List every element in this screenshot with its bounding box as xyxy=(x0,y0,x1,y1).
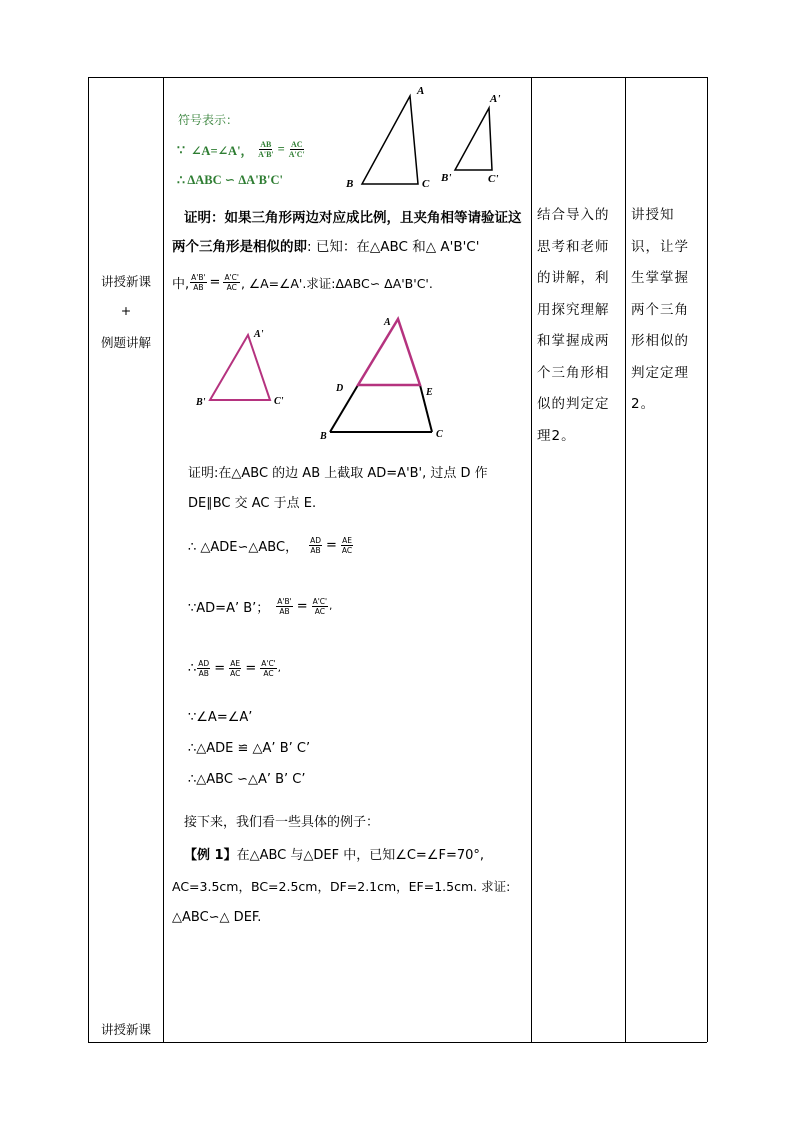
given-eq: = xyxy=(209,275,221,290)
proof-step-2 xyxy=(188,597,332,616)
ratio-a2c2-ac-den: AC xyxy=(314,607,325,616)
fig2-label-B: B xyxy=(320,431,327,442)
segment-db xyxy=(330,385,358,432)
triangle-ade-pink xyxy=(358,319,420,385)
ratio-ad-ab xyxy=(309,536,322,555)
equals-sign: = xyxy=(277,142,285,156)
triangle-abc xyxy=(362,96,418,184)
given-ratio-2-den: AC xyxy=(226,283,237,292)
ratio-ad-ab-num: AD xyxy=(310,536,321,545)
triangle-a2b2c2-pink xyxy=(210,335,270,400)
given-ratio-1-den: AB xyxy=(193,283,204,292)
ratio3-a2c2-ac-den: AC xyxy=(263,669,274,678)
ratio3-ae-ac xyxy=(229,659,241,678)
ratio-a2b2-ab-num: A'B' xyxy=(277,597,292,606)
ratio3-ad-ab-den: AB xyxy=(198,669,209,678)
ratio-ad-ab-den: AB xyxy=(310,546,321,555)
plus-sign: + xyxy=(120,303,132,318)
given-prefix: 中, xyxy=(172,277,190,292)
fig2-label-D: D xyxy=(336,383,344,394)
col4-intent-text: 讲授知识，让学生掌掌握两个三角形相似的判定定理2。 xyxy=(631,207,689,412)
step3-eq1: = xyxy=(214,661,226,676)
angle-condition xyxy=(177,140,307,159)
proof-given-line xyxy=(172,273,433,292)
proof-intro-bold: 证明：如果三角形两边对应成比例，且夹角相等请验证这两个三角形是相似的即 xyxy=(172,210,522,255)
fig2-label-C: C xyxy=(436,429,443,440)
table-left-border xyxy=(88,77,89,1042)
label-C-prime: C' xyxy=(488,173,499,185)
proof-intro xyxy=(172,204,528,262)
proof-step-2-suffix: , xyxy=(329,601,333,612)
section-title-teaching-bottom: 讲授新课 xyxy=(100,1022,151,1037)
col-divider-2 xyxy=(531,77,532,1042)
ratio-a2c2-ac-num: A'C' xyxy=(312,597,328,606)
ratio-ac-den: A'C' xyxy=(288,150,305,159)
ratio-ac-num: AC xyxy=(290,140,303,149)
fig2-label-E: E xyxy=(426,387,433,398)
label-A: A xyxy=(417,85,425,97)
given-ratio-2 xyxy=(223,273,240,292)
proof-step-construct-1: 证明:在△ABC 的边 AB 上截取 AD=A'B', 过点 D 作 xyxy=(188,466,488,481)
col-divider-3 xyxy=(625,77,626,1042)
col3-activity-text: 结合导入的思考和老师的讲解，利用探究理解和掌握成两个三角形相似的判定定理2。 xyxy=(537,207,610,444)
ratio-ab-den: A'B' xyxy=(258,150,274,159)
step1-eq: = xyxy=(325,538,337,553)
proof-step-3-text: ∴ xyxy=(188,661,197,676)
given-ratio-2-num: A'C' xyxy=(224,273,239,282)
ratio3-a2c2-ac xyxy=(260,659,277,678)
similarity-conclusion: ∴ ΔABC ∽ ΔA'B'C' xyxy=(177,173,283,187)
example-1-line-2: AC=3.5cm，BC=2.5cm，DF=2.1cm，EF=1.5cm. 求证: xyxy=(172,879,511,894)
col-divider-1 xyxy=(163,77,164,1042)
example-1-line-3: △ABC∽△ DEF. xyxy=(172,910,262,925)
example-1-label: 【例 1】 xyxy=(184,848,237,863)
label-A-prime: A' xyxy=(490,93,501,105)
proof-step-5: ∴△ADE ≌ △A’ B’ C’ xyxy=(188,741,311,756)
ratio-ae-ac-den: AC xyxy=(341,546,353,555)
ratio-a2b2-ab-den: AB xyxy=(279,607,290,616)
proof-step-2-text: ∵AD=A’ B’； xyxy=(188,601,270,616)
label-B: B xyxy=(346,178,354,190)
figure-proof-construction xyxy=(190,315,465,445)
next-examples-intro: 接下来，我们看一些具体的例子： xyxy=(184,815,380,830)
fig2-label-C-prime: C' xyxy=(274,396,284,407)
ratio-ae-ac-num: AE xyxy=(342,536,352,545)
section-title-examples: 例题讲解 xyxy=(100,335,151,350)
figure-similar-triangles xyxy=(340,84,510,194)
section-title-teaching: 讲授新课 xyxy=(100,274,151,289)
proof-step-1 xyxy=(188,536,354,555)
ratio3-ae-ac-num: AE xyxy=(230,659,241,668)
proof-intro-normal: : 已知：在△ABC 和△ A'B'C' xyxy=(307,239,480,255)
ratio-ac xyxy=(288,140,306,159)
ratio-a2b2-ab xyxy=(276,597,292,616)
ratio3-ad-ab-num: AD xyxy=(198,659,210,668)
fig2-label-B-prime: B' xyxy=(196,397,206,408)
ratio3-a2c2-ac-num: A'C' xyxy=(261,659,276,668)
step2-eq: = xyxy=(296,599,308,614)
label-C: C xyxy=(422,178,430,190)
ratio-ab xyxy=(257,140,275,159)
given-ratio-1-num: A'B' xyxy=(191,273,206,282)
table-right-border xyxy=(707,77,708,1042)
ratio-a2c2-ac xyxy=(312,597,329,616)
given-ratio-1 xyxy=(190,273,206,292)
example-1-text-1: 在△ABC 与△DEF 中，已知∠C=∠F=70°, xyxy=(236,848,485,863)
proof-step-1-text: ∴ △ADE∽△ABC， xyxy=(188,540,299,555)
label-B-prime: B' xyxy=(441,172,452,184)
because-symbol: ∵ xyxy=(177,142,185,157)
ratio-ab-num: AB xyxy=(260,140,272,149)
given-suffix: , ∠A=∠A'.求证:ΔABC∽ ΔA'B'C'. xyxy=(240,275,433,291)
proof-step-3-suffix: , xyxy=(277,663,281,674)
proof-step-3 xyxy=(188,659,281,678)
table-top-border xyxy=(88,77,707,78)
ratio3-ad-ab xyxy=(197,659,210,678)
symbol-label: 符号表示： xyxy=(178,113,239,127)
example-1-line-1 xyxy=(172,840,530,871)
table-bottom-border xyxy=(88,1042,707,1043)
proof-step-6: ∴△ABC ∽△A’ B’ C’ xyxy=(188,772,306,787)
example-1 xyxy=(172,840,530,933)
ratio-ae-ac xyxy=(341,536,353,555)
proof-step-construct-2: DE∥BC 交 AC 于点 E. xyxy=(188,496,317,511)
proof-step-4: ∵∠A=∠A’ xyxy=(188,710,253,725)
angle-equality: ∠A=∠A'， xyxy=(190,143,254,158)
fig2-label-A: A xyxy=(384,317,391,328)
triangle-a2b2c2 xyxy=(455,108,492,170)
ratio3-ae-ac-den: AC xyxy=(230,669,241,678)
fig2-label-A-prime: A' xyxy=(254,329,264,340)
step3-eq2: = xyxy=(245,661,257,676)
